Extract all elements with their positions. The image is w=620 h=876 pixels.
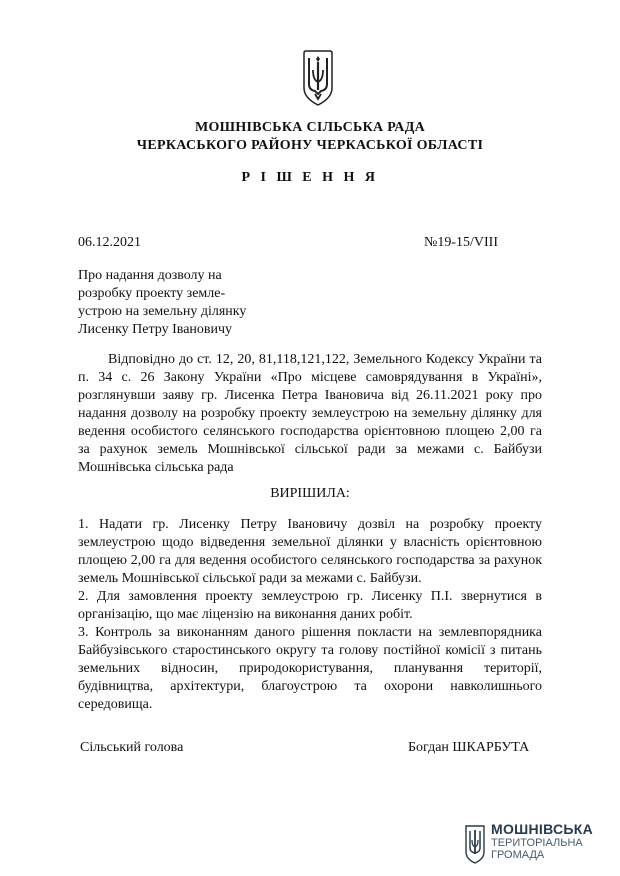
signatory-role: Сільський голова (80, 740, 184, 755)
document-number: №19-15/VIII (424, 235, 499, 250)
logo-text (491, 822, 593, 861)
subject-line: Лисенку Петру Івановичу (78, 322, 233, 337)
logo-title: МОШНІВСЬКА (491, 821, 594, 837)
trident-logo-icon (464, 824, 486, 864)
community-logo (464, 822, 604, 866)
organization-name: МОШНІВСЬКА СІЛЬСЬКА РАДА (194, 120, 426, 135)
ukraine-trident-icon (301, 50, 335, 106)
signatory-name: Богдан ШКАРБУТА (408, 740, 530, 755)
subject-line: розробку проекту земле- (78, 286, 226, 301)
resolution-points (78, 516, 542, 714)
subject-line: устрою на земельну ділянку (78, 304, 247, 319)
resolved-heading: ВИРІШИЛА: (270, 486, 350, 501)
preamble-paragraph: Відповідно до ст. 12, 20, 81,118,121,122, Земельного Кодексу України та п. 34 с. 26 Закону України «Про місцеве самоврядування в Україні», розглянувши заяву гр. Лисенка Петра Івановича від 26.11.2021 року про надання дозволу на розробку проекту землеустрою на земельну ділянку для ведення особистого селянського господарства орієнтовною площею 2,00 га за рахунок земель Мошнівської сільської ради за межами с. Байбузи Мошнівська сільська рада (78, 352, 542, 475)
resolution-point: 3. Контроль за виконанням даного рішення покласти на землевпорядника Байбузівського старостинського округу та голову постійної комісії з питань земельних відносин, природокористування, планування території, будівництва, архітектури, благоустрою та охорони навколишнього середовища. (78, 625, 542, 712)
document-date: 06.12.2021 (78, 235, 141, 250)
resolution-point: 2. Для замовлення проекту землеустрою гр. Лисенку П.І. звернутися в організацію, що має ліцензію на виконання даних робіт. (78, 589, 542, 622)
organization-region: ЧЕРКАСЬКОГО РАЙОНУ ЧЕРКАСЬКОЇ ОБЛАСТІ (136, 138, 484, 153)
document-title: Р І Ш Е Н Н Я (241, 170, 379, 185)
resolution-point: 1. Надати гр. Лисенку Петру Івановичу дозвіл на розробку проекту землеустрою щодо відведення земельної ділянки у власність орієнтовною площею 2,00 га для ведення особистого селянського господарства за рахунок земель Мошнівської сільської ради за межами с. Байбузи. (78, 517, 542, 586)
logo-subtitle: ГРОМАДА (491, 849, 545, 861)
subject-line: Про надання дозволу на (78, 268, 222, 283)
document-subject (78, 267, 246, 339)
logo-subtitle: ТЕРИТОРІАЛЬНА (491, 837, 583, 849)
